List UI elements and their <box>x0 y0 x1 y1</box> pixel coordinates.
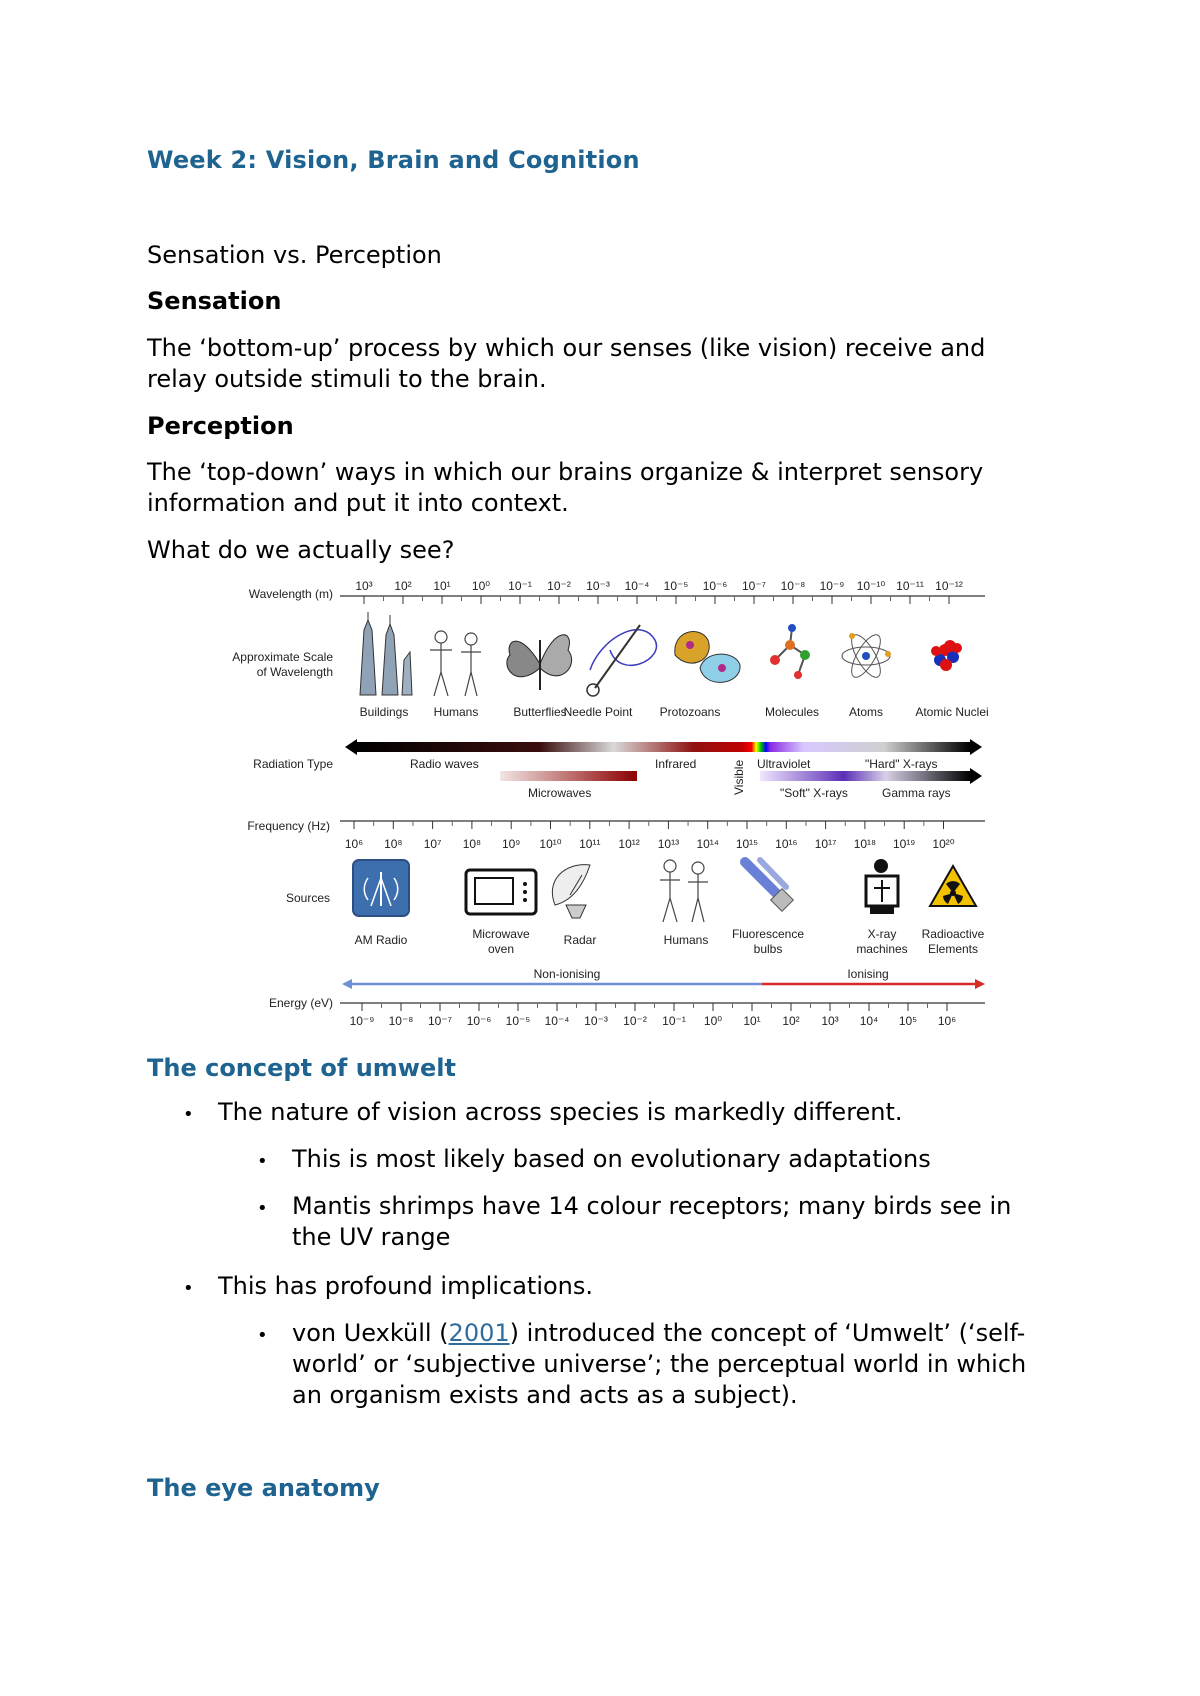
energy-tick-label: 10⁻⁵ <box>505 1014 531 1028</box>
sub-bullet-text: This is most likely based on evolutionary adaptations <box>292 1145 931 1173</box>
wavelength-tick-label: 10⁰ <box>471 579 491 593</box>
energy-tick-label: 10⁻² <box>623 1014 647 1028</box>
wavelength-tick-label: 10⁻⁷ <box>741 579 767 593</box>
radar-icon <box>552 865 590 918</box>
energy-tick-label: 10⁻³ <box>584 1014 608 1028</box>
energy-tick-label: 10¹ <box>743 1014 761 1028</box>
am-radio-icon <box>353 860 409 916</box>
umwelt-heading: The concept of umwelt <box>147 1054 456 1082</box>
scale-item-label: Needle Point <box>563 705 633 719</box>
frequency-tick-label: 10²⁰ <box>932 837 955 851</box>
source-label: Fluorescence bulbs <box>731 927 805 956</box>
sensation-text-line-2: relay outside stimuli to the brain. <box>147 365 547 393</box>
frequency-tick-label: 10⁷ <box>423 837 442 851</box>
perception-heading: Perception <box>147 412 294 440</box>
eye-anatomy-heading: The eye anatomy <box>147 1474 380 1502</box>
frequency-tick-label: 10¹³ <box>657 837 680 851</box>
frequency-tick-label: 10¹⁴ <box>696 837 719 851</box>
protozoans-icon <box>675 632 740 683</box>
wavelength-tick-label: 10⁻¹⁰ <box>856 579 886 593</box>
radio-waves-label: Radio waves <box>410 757 479 771</box>
energy-tick-label: 10⁻⁷ <box>427 1014 453 1028</box>
frequency-tick-label: 10¹⁰ <box>539 837 562 851</box>
source-label: Radar <box>563 933 597 947</box>
ultraviolet-label: Ultraviolet <box>757 757 811 771</box>
sub-bullet-text-line-2: world’ or ‘subjective universe’; the perceptual world in which <box>292 1350 1027 1378</box>
energy-tick-label: 10⁻⁸ <box>388 1014 414 1028</box>
wavelength-tick-label: 10⁻⁵ <box>663 579 689 593</box>
bullet-text: The nature of vision across species is markedly different. <box>218 1098 903 1126</box>
bullet-marker: • <box>257 1151 268 1172</box>
sub-bullet-item <box>257 1191 1037 1255</box>
scale-label-line-2: of Wavelength <box>256 665 333 679</box>
scale-item-label: Atoms <box>848 705 884 719</box>
page-title: Week 2: Vision, Brain and Cognition <box>147 146 640 174</box>
perception-text-line-1: The ‘top-down’ ways in which our brains organize & interpret sensory <box>147 458 984 486</box>
microwaves-label: Microwaves <box>528 786 592 800</box>
frequency-ticks <box>345 821 955 851</box>
radioactive-icon <box>930 866 976 906</box>
fluorescent-bulb-icon <box>745 860 793 911</box>
citation-prefix: von Uexküll ( <box>292 1319 449 1347</box>
molecule-icon <box>770 624 810 679</box>
bullet-text: This has profound implications. <box>218 1272 594 1300</box>
citation-link[interactable]: 2001 <box>448 1319 510 1347</box>
infrared-label: Infrared <box>655 757 697 771</box>
frequency-tick-label: 10¹¹ <box>579 837 601 851</box>
wavelength-tick-label: 10⁻² <box>547 579 571 593</box>
needle-icon <box>587 625 656 696</box>
energy-tick-label: 10⁵ <box>898 1014 918 1028</box>
frequency-tick-label: 10¹⁹ <box>892 837 916 851</box>
bullet-marker: • <box>183 1278 194 1299</box>
hard-xrays-label: "Hard" X-rays <box>865 757 938 771</box>
scale-item-label: Humans <box>433 705 479 719</box>
frequency-tick-label: 10¹⁶ <box>775 837 798 851</box>
soft-xrays-label: "Soft" X-rays <box>780 786 848 800</box>
wavelength-label: Wavelength (m) <box>248 587 333 601</box>
humans-icon <box>430 631 481 696</box>
scale-item-label: Atomic Nuclei <box>915 705 989 719</box>
wavelength-tick-label: 10⁻¹¹ <box>896 579 924 593</box>
wavelength-tick-label: 10⁻¹ <box>508 579 532 593</box>
sub-bullet-text-line-1 <box>292 1318 1025 1349</box>
wavelength-tick-label: 10⁻⁸ <box>780 579 806 593</box>
frequency-tick-label: 10⁹ <box>501 837 521 851</box>
energy-tick-label: 10⁶ <box>937 1014 957 1028</box>
visible-label: Visible <box>732 759 746 795</box>
frequency-tick-label: 10⁸ <box>462 837 482 851</box>
bullet-marker: • <box>257 1198 268 1219</box>
subtitle-line: Sensation vs. Perception <box>147 241 442 269</box>
frequency-tick-label: 10¹⁵ <box>735 837 759 851</box>
atom-icon <box>842 631 891 682</box>
radiation-type-label: Radiation Type <box>253 757 333 771</box>
em-spectrum-figure <box>200 572 1000 1042</box>
source-label: Microwave oven <box>472 927 530 956</box>
question-line: What do we actually see? <box>147 536 455 564</box>
wavelength-tick-label: 10² <box>394 579 412 593</box>
sources-label: Sources <box>285 891 330 905</box>
frequency-label: Frequency (Hz) <box>247 819 330 833</box>
energy-tick-label: 10⁰ <box>703 1014 723 1028</box>
ionising-label: Ionising <box>847 967 889 981</box>
butterfly-icon <box>507 635 572 690</box>
frequency-tick-label: 10¹⁸ <box>853 837 877 851</box>
sensation-text-line-1: The ‘bottom-up’ process by which our senses (like vision) receive and <box>147 334 986 362</box>
sensation-heading: Sensation <box>147 287 282 315</box>
energy-tick-label: 10² <box>782 1014 800 1028</box>
wavelength-tick-label: 10⁻³ <box>586 579 610 593</box>
frequency-tick-label: 10¹² <box>618 837 640 851</box>
scale-item-label: Protozoans <box>659 705 721 719</box>
scale-item-label: Buildings <box>359 705 409 719</box>
source-label: Radioactive Elements <box>921 927 985 956</box>
scale-item-label: Molecules <box>764 705 820 719</box>
scale-label-line-1: Approximate Scale <box>232 650 333 664</box>
sub-bullet-text-line-3: an organism exists and acts as a subject). <box>292 1381 798 1409</box>
energy-tick-label: 10⁻⁹ <box>349 1014 375 1028</box>
frequency-tick-label: 10⁶ <box>344 837 364 851</box>
wavelength-tick-label: 10⁻⁶ <box>702 579 728 593</box>
source-label: AM Radio <box>354 933 408 947</box>
non-ionising-label: Non-ionising <box>533 967 601 981</box>
perception-text-line-2: information and put it into context. <box>147 489 569 517</box>
energy-tick-label: 10⁻⁴ <box>544 1014 570 1028</box>
wavelength-tick-label: 10⁻⁹ <box>819 579 845 593</box>
energy-ticks <box>350 1003 957 1028</box>
energy-tick-label: 10⁻¹ <box>662 1014 686 1028</box>
scale-item-label: Butterflies <box>513 705 567 719</box>
nucleus-icon <box>931 640 962 671</box>
citation-suffix: ) introduced the concept of ‘Umwelt’ (‘self- <box>509 1319 1026 1347</box>
frequency-tick-label: 10¹⁷ <box>814 837 837 851</box>
humans-source-icon <box>660 860 708 922</box>
wavelength-tick-label: 10¹ <box>433 579 451 593</box>
wavelength-ticks <box>355 579 963 604</box>
wavelength-tick-label: 10⁻¹² <box>935 579 963 593</box>
sub-bullet-item <box>257 1318 1057 1414</box>
wavelength-tick-label: 10³ <box>355 579 373 593</box>
energy-tick-label: 10⁻⁶ <box>466 1014 492 1028</box>
source-labels <box>355 927 985 956</box>
energy-label: Energy (eV) <box>268 996 333 1010</box>
microwave-oven-icon <box>466 870 536 914</box>
energy-tick-label: 10³ <box>821 1014 839 1028</box>
wavelength-tick-label: 10⁻⁴ <box>624 579 650 593</box>
xray-machine-icon <box>866 859 898 914</box>
source-label: X-ray machines <box>856 927 908 956</box>
buildings-icon <box>360 612 412 695</box>
source-label: Humans <box>663 933 709 947</box>
bullet-marker: • <box>183 1104 194 1125</box>
energy-tick-label: 10⁴ <box>859 1014 879 1028</box>
scale-item-labels <box>360 705 989 719</box>
sub-bullet-text-line-1: Mantis shrimps have 14 colour receptors; many birds see in <box>292 1192 1012 1220</box>
bullet-marker: • <box>257 1325 268 1346</box>
frequency-tick-label: 10⁸ <box>384 837 403 851</box>
sub-bullet-text-line-2: the UV range <box>292 1223 451 1251</box>
gamma-rays-label: Gamma rays <box>882 786 951 800</box>
